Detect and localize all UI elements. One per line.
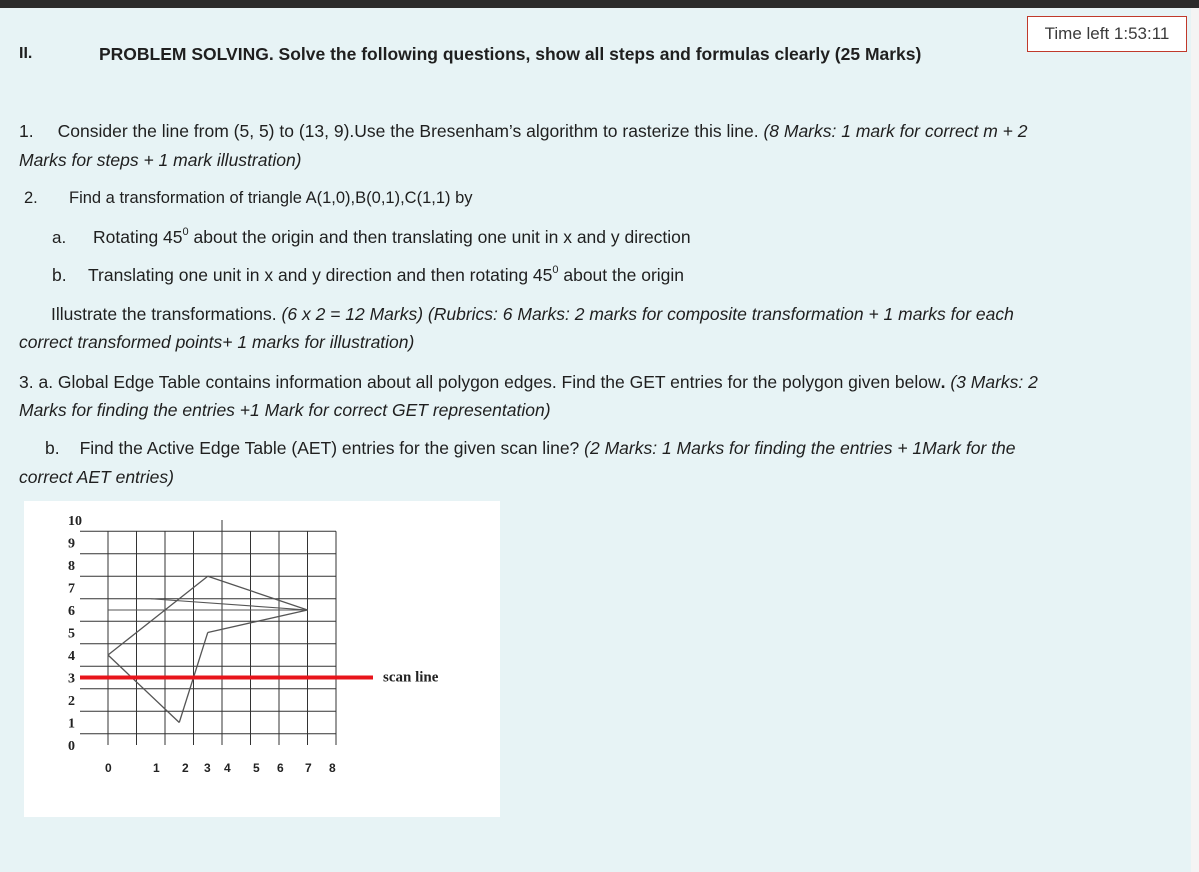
browser-top-bar: [0, 0, 1199, 8]
polygon-figure: [24, 501, 500, 817]
q2-b-label: b.: [52, 265, 67, 285]
y-axis-label: 6: [68, 604, 75, 619]
q3-a-dot: .: [940, 372, 946, 392]
x-axis-label: 0: [105, 761, 112, 775]
q1-marks-cont: Marks for steps + 1 mark illustration): [19, 150, 302, 170]
q3-b-label: b.: [45, 438, 60, 458]
x-axis-label: 3: [204, 761, 211, 775]
scan-line-label: scan line: [383, 669, 439, 686]
q2-b-text: Translating one unit in x and y direction and then rotating 45: [88, 265, 553, 285]
q3-b-line: [45, 437, 1016, 459]
polygon-edges: [108, 576, 308, 722]
y-axis-label: 1: [68, 716, 75, 732]
x-axis-label: 5: [253, 761, 260, 775]
y-axis-labels: [68, 514, 82, 754]
polygon-guide-line: [151, 599, 308, 610]
q3-b-marks-cont: correct AET entries): [19, 467, 174, 487]
x-axis-labels: [105, 761, 336, 775]
q3-a-line2: [19, 399, 551, 421]
y-axis-label: 8: [68, 559, 75, 574]
y-axis-label: 3: [68, 671, 75, 687]
y-axis-label: 2: [68, 694, 75, 709]
q3-b-marks: (2 Marks: 1 Marks for finding the entries + 1Mark for the: [584, 438, 1016, 458]
section-heading: [99, 43, 921, 65]
q3-a-marks-cont: Marks for finding the entries +1 Mark for correct GET representation): [19, 400, 551, 420]
polygon-grid-svg: [24, 501, 500, 817]
q2-b-line: [88, 264, 684, 286]
q3-a-marks: (3 Marks: 2: [950, 372, 1038, 392]
polygon-edge: [208, 576, 308, 610]
time-left-timer: Time left 1:53:11: [1027, 16, 1187, 52]
q2-marks: (6 x 2 = 12 Marks) (Rubrics: 6 Marks: 2 marks for composite transformation + 1 marks for each: [281, 304, 1014, 324]
q2-a-degree: 0: [182, 226, 189, 239]
q2-number: 2.: [24, 189, 38, 207]
scan-line-group: [80, 670, 439, 686]
q2-marks-cont: correct transformed points+ 1 marks for illustration): [19, 332, 415, 352]
y-axis-label: 4: [68, 649, 75, 664]
q3-b-line2: [19, 466, 174, 488]
q1-marks: (8 Marks: 1 mark for correct m + 2: [763, 121, 1028, 141]
q2-b-degree: 0: [552, 264, 559, 277]
y-axis-label: 7: [68, 581, 75, 597]
q1-line1: [19, 120, 1027, 142]
y-axis-label: 5: [68, 626, 75, 642]
q2-text: Find a transformation of triangle A(1,0),B(0,1),C(1,1) by: [69, 189, 473, 207]
scrollbar-track[interactable]: [1191, 8, 1199, 872]
q2-b-rest: about the origin: [558, 265, 685, 285]
q2-a-text: Rotating 45: [93, 227, 183, 247]
section-title: PROBLEM SOLVING: [99, 44, 269, 64]
q1-text: Consider the line from (5, 5) to (13, 9).Use the Bresenham’s algorithm to rasterize this line.: [57, 121, 759, 141]
x-axis-label: 1: [153, 761, 160, 775]
q3-a-line: [19, 371, 1038, 393]
q2-illustrate-line: [51, 303, 1014, 325]
q2-a-line: [93, 226, 691, 248]
q3-a-text: 3. a. Global Edge Table contains information about all polygon edges. Find the GET entries for the polygon given below: [19, 372, 941, 392]
section-number: II.: [19, 45, 33, 62]
y-axis-label: 0: [68, 739, 75, 754]
q1-number: 1.: [19, 121, 34, 141]
y-axis-label: 9: [68, 536, 75, 552]
x-axis-label: 8: [329, 761, 336, 775]
q2-a-label: a.: [52, 228, 67, 247]
x-axis-label: 6: [277, 761, 284, 775]
q2-illustrate: Illustrate the transformations.: [51, 304, 277, 324]
x-axis-label: 4: [224, 761, 231, 775]
x-axis-label: 7: [305, 761, 312, 775]
q3-b-text: Find the Active Edge Table (AET) entries for the given scan line?: [79, 438, 580, 458]
x-axis-label: 2: [182, 761, 189, 775]
q2-a-rest: about the origin and then translating one unit in x and y direction: [188, 227, 691, 247]
q1-line2: [19, 149, 302, 171]
polygon-edge: [108, 576, 208, 655]
section-subtitle: . Solve the following questions, show all steps and formulas clearly (25 Marks): [268, 44, 922, 64]
q2-marks-line2: [19, 331, 414, 353]
y-axis-label: 10: [68, 514, 82, 529]
